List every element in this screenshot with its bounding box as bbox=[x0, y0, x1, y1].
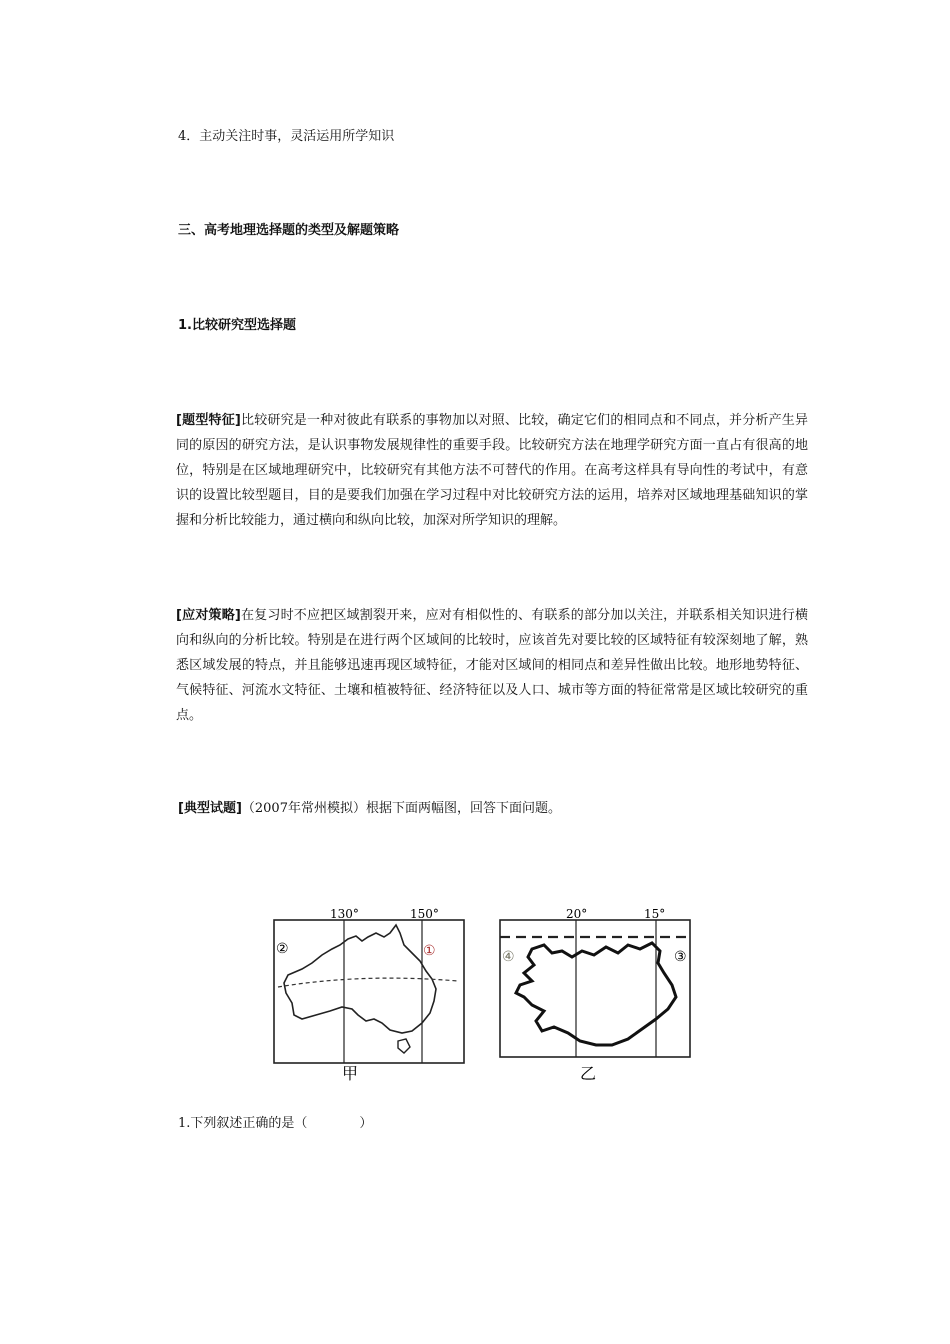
example-paragraph bbox=[178, 801, 561, 817]
map-right-marker-3: ③ bbox=[674, 949, 687, 965]
map-right-caption: 乙 bbox=[580, 1064, 597, 1083]
map-right-lon-1: 20° bbox=[566, 907, 588, 921]
map-right-marker-4: ④ bbox=[502, 949, 515, 965]
example-tag: [典型试题] bbox=[178, 801, 242, 816]
section-heading: 三、高考地理选择题的类型及解题策略 bbox=[178, 223, 400, 238]
point-4-text: 4．主动关注时事，灵活运用所学知识 bbox=[178, 129, 395, 144]
tropic-line bbox=[278, 978, 458, 987]
map-left-lon-1: 130° bbox=[330, 907, 359, 921]
feature-text: 比较研究是一种对彼此有联系的事物加以对照、比较，确定它们的相同点和不同点，并分析产生异同的原因的研究方法，是认识事物发展规律性的重要手段。比较研究方法在地理学研究方面一直占有很高的地位，特别是在区域地理研究中，比较研究有其他方法不可替代的作用。在高考这样具有导向性的考试中，有意识的设置比较型题目，目的是要我们加强在学习过程中对比较研究方法的运用，培养对区域地理基础知识的掌握和分析比较能力，通过横向和纵向比较，加深对所学知识的理解。 bbox=[176, 413, 808, 528]
strategy-text: 在复习时不应把区域割裂开来，应对有相似性的、有联系的部分加以关注，并联系相关知识进行横向和纵向的分析比较。特别是在进行两个区域间的比较时，应该首先对要比较的区域特征有较深刻地了解，熟悉区域发展的特点，并且能够迅速再现区域特征，才能对区域间的相同点和差异性做出比较。地形地势特征、气候特征、河流水文特征、土壤和植被特征、经济特征以及人口、城市等方面的特征常常是区域比较研究的重点。 bbox=[176, 608, 808, 723]
strategy-tag: [应对策略] bbox=[176, 608, 241, 623]
question-1: 1.下列叙述正确的是（ ） bbox=[178, 1116, 373, 1131]
map-left-marker-1: ① bbox=[423, 943, 436, 959]
iceland-outline bbox=[516, 943, 676, 1045]
strategy-paragraph bbox=[176, 603, 808, 728]
feature-paragraph bbox=[176, 408, 808, 533]
map-left-caption: 甲 bbox=[342, 1064, 359, 1083]
subsection-heading: 1.比较研究型选择题 bbox=[178, 318, 296, 333]
map-left-marker-2: ② bbox=[276, 941, 289, 957]
map-figure bbox=[262, 893, 712, 1083]
feature-tag: [题型特征] bbox=[176, 413, 241, 428]
example-text: （2007年常州模拟）根据下面两幅图，回答下面问题。 bbox=[241, 801, 561, 816]
map-right-lon-2: 15° bbox=[644, 907, 666, 921]
tasmania-outline bbox=[398, 1039, 410, 1053]
map-left-lon-2: 150° bbox=[410, 907, 439, 921]
map-right bbox=[500, 907, 690, 1083]
map-left bbox=[274, 907, 464, 1083]
